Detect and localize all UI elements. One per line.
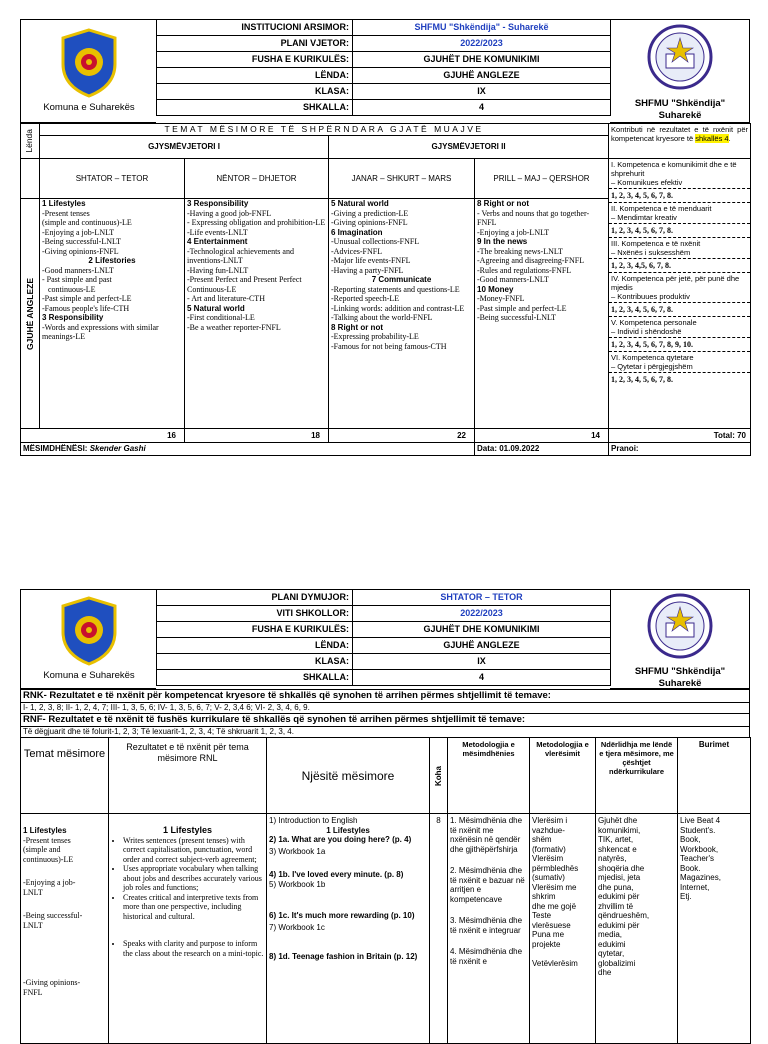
assessment-item: Teste [532,911,552,920]
theme-heading: 5 Natural world [331,199,389,208]
header-value: 2022/2023 [353,606,611,622]
competences-cell [609,159,751,429]
total-4: 14 [475,429,609,443]
competence-block [609,159,750,189]
theme-item: -Rules and regulations-FNFL [477,265,572,275]
theme-heading: 5 Natural world [187,303,245,313]
link-item: dhe puna, [598,882,634,892]
competence-block [609,203,750,224]
municipality-logo [20,19,156,123]
assessment-item: Vlerësim i vazhdue- [532,816,568,835]
municipality-crest-icon [59,596,119,666]
theme-item: -Unusual collections-FNFL [331,237,420,246]
competence-numbers: 1, 2, 3, 4, 5, 6, 7, 8. [609,224,750,238]
resources-cell [678,814,751,1044]
head-time-cell [430,738,448,814]
theme-item: - Verbs and nouns that go together-FNFL [477,208,590,227]
head-topics: Temat mësimore [21,738,109,814]
resource-item: Workbook, [680,844,719,854]
theme-heading: 8 Right or not [477,199,529,208]
rnl-title: 1 Lifestyles [162,825,213,835]
theme-item: -Having fun-LNLT [187,265,249,275]
competence-numbers: 1, 2, 3, 4, 5, 6, 7, 8. [611,375,674,384]
theme-item: -Major life events-FNFL [331,256,411,265]
unit-item: 5) Workbook 1b [269,879,326,889]
theme-item: -Reported speech-LE [331,294,400,303]
header-label: FUSHA E KURIKULËS: [157,622,353,638]
theme-item: -Past simple and perfect-LE [42,294,132,303]
units-cell [267,814,430,1044]
period-4: PRILL – MAJ – QERSHOR [475,159,609,199]
theme-item: -Having a party-FNFL [331,265,404,275]
contrib-header: Kontributi në rezultatet e të nxënit për kompetencat kryesore të shkallës 4. [609,124,751,159]
link-item: edukimi [598,939,626,949]
theme-item: -Giving opinions-FNFL [42,246,119,256]
assessment-item: (sumativ) [532,873,565,882]
header-value: GJUHËT DHE KOMUNIKIMI [353,622,611,638]
rnf-values: Të dëgjuarit dhe të folurit-1, 2, 3; Të lexuarit-1, 2, 3, 4; Të shkruarit 1, 2, 3, 4. [21,727,750,738]
topic-item: -Enjoying a job- [23,878,76,887]
empty-cell [21,159,40,199]
theme-heading: 3 Responsibility [187,199,249,208]
theme-item: -Good manners-LNLT [42,265,114,275]
theme-item: - Past simple and past [42,275,112,284]
lenda-label: Lënda [24,129,35,153]
topic-item: -Giving opinions- [23,978,81,987]
theme-heading: 4 Entertainment [187,237,248,246]
topic-item: continuous)-LE [23,854,74,864]
theme-item: -Expressing probability-LE [331,332,419,341]
header-value: GJUHË ANGLEZE [353,638,611,654]
rnl-cell [109,814,267,1044]
rnl-item: • Creates critical and interpretive texts from more than one perspective, including historical and cultural. [123,893,264,922]
unit-item: 4) 1b. I've loved every minute. (p. 8) [269,870,404,879]
links-cell [596,814,678,1044]
rnk-rnf-table [20,689,750,738]
topic-item: FNFL [23,987,43,997]
resource-item: Magazines, [680,873,721,882]
competence-title: VI. Kompetenca qytetare [611,353,694,362]
competence-numbers: 1, 2, 3, 4, 5, 6, 7, 8. [609,303,750,317]
semester-1: GJYSMËVJETORI I [40,136,329,159]
assessment-item: Puna me [532,930,565,939]
school-city-right-2: Suharekë [658,678,702,689]
link-item: edukimi për [598,892,640,901]
header-label: LËNDA: [157,638,353,654]
theme-heading: 1 Lifestyles [42,199,86,208]
theme-item: -Enjoying a job-LNLT [477,227,550,237]
method-item: 3. Mësimdhënia dhe të nxënit e integruar [450,916,523,935]
school-city-right: Suharekë [658,110,702,121]
annual-themes-table [20,123,751,456]
link-item: dhe [598,968,612,977]
header-row [157,100,611,116]
competence-title: I. Kompetenca e komunikimit dhe e të shprehurit [611,160,737,178]
school-name-right: SHFMU "Shkëndija" [634,98,726,109]
municipality-logo-2 [20,589,156,689]
header-value: GJUHËT DHE KOMUNIKIMI [353,52,611,68]
time-cell: 8 [430,814,448,1044]
theme-item: -Linking words: addition and contrast-LE [331,303,465,313]
competence-title: II. Kompetenca e të menduarit [611,204,712,213]
theme-item: -Talking about the world-FNFL [331,313,433,322]
competence-sub: – Kontribuues produktiv [611,292,690,301]
competence-block [609,352,750,373]
rnk-values: I- 1, 2, 3, 8; II- 1, 2, 4, 7; III- 1, 3, 5, 6; IV- 1, 3, 5, 6, 7; V- 2, 3,4 6; VI- 2, 3, 4, 6, 9. [21,703,750,714]
school-name-right-2: SHFMU "Shkëndija" [634,666,726,677]
school-logo [610,19,750,123]
header-label: PLANI VJETOR: [157,36,353,52]
theme-item: -Present Perfect and Present Perfect Continuous-LE [187,275,302,294]
link-item: media, [598,930,623,939]
rnk-title: RNK- Rezultatet e të nxënit për kompetencat kryesore të shkallës që synohen të arrihen përmes shtjellimit të temave: [21,690,750,703]
resource-item: Book. [680,863,701,873]
approved: Pranoi: [609,443,751,456]
link-item: zhvillim të [598,901,634,911]
topics-cell [21,814,109,1044]
header-row [157,606,611,622]
semester-2: GJYSMËVJETORI II [329,136,609,159]
header-label: LËNDA: [157,68,353,84]
header-label: INSTITUCIONI ARSIMOR: [157,20,353,36]
themes-title: TEMAT MËSIMORE TË SHPËRNDARA GJATË MUAJVE [40,124,609,136]
competence-title: IV. Kompetenca për jetë, për punë dhe mjedis [611,274,740,292]
header-label: FUSHA E KURIKULËS: [157,52,353,68]
competence-sub: – Individ i shëndoshë [611,327,682,336]
topic-heading: 1 Lifestyles [23,826,67,835]
unit-item: 6) 1c. It's much more rewarding (p. 10) [269,911,415,920]
link-item: mjedisi, jeta [598,873,641,882]
topic-item: LNLT [23,887,43,897]
theme-item: -Good manners-LNLT [477,275,549,284]
unit-item: 1 Lifestyles [326,825,370,835]
assessment-item: vlerësuese [532,920,571,930]
competence-title: V. Kompetenca personale [611,318,697,327]
theme-item: -Enjoying a job-LNLT [42,227,115,237]
subject-vertical-cell [21,199,40,429]
theme-heading: 10 Money [477,284,514,294]
contrib-header-text: Kontributi në rezultatet e të nxënit për kompetencat kryesore të [611,125,749,143]
header-row [157,670,611,686]
header-row [157,654,611,670]
head-rnl: Rezultatet e të nxënit për tema mësimore RNL [109,738,267,814]
assessment-item: dhe me gojë [532,901,577,911]
resource-item: Teacher's [680,854,714,863]
rnl-item: • Uses appropriate vocabulary when talking about jobs and describes accurately various job roles and functions; [123,864,264,893]
theme-heading: 9 In the news [477,237,528,246]
assessment-item: (formativ) [532,844,566,854]
topic-item: -Being successful- [23,911,83,920]
theme-heading: 3 Responsibility [42,313,104,322]
method-item: 4. Mësimdhënia dhe të nxënit e [450,947,523,966]
link-item: globalizimi [598,958,636,968]
bimonthly-table [20,737,751,1044]
theme-item: -Words and expressions with similar meanings-LE [42,322,159,341]
period-3: JANAR – SHKURT – MARS [329,159,475,199]
head-time: Koha [433,765,443,786]
assessment-item: shëm [532,835,552,844]
school-emblem-icon [647,24,713,90]
theme-item: -Life events-LNLT [187,227,248,237]
header-label: PLANI DYMUJOR: [157,590,353,606]
link-item: qëndrueshëm, [598,911,650,920]
header-value: GJUHË ANGLEZE [353,68,611,84]
header-row [157,590,611,606]
theme-item: -Reporting statements and questions-LE [331,284,460,294]
bimonthly-header-table [156,589,611,686]
unit-item: 2) 1a. What are you doing here? (p. 4) [269,835,412,844]
resource-item: Student's. [680,825,716,835]
header-row [157,68,611,84]
theme-item: -Having a good job-FNFL [187,208,272,218]
header-value: IX [353,84,611,100]
competence-block [609,317,750,338]
theme-item: - Expressing obligation and prohibition-LE [187,218,326,227]
competence-numbers: 1, 2, 3, 4, 5, 6, 7, 8, 9, 10. [609,338,750,352]
link-item: natyrës, [598,854,627,863]
theme-item: -Giving a prediction-LE [331,208,409,218]
municipality-crest-icon [59,28,119,98]
theme-item: (simple and continuous)-LE [42,218,132,227]
rnf-title: RNF- Rezultatet e të nxënit të fushës kurrikulare të shkallës që synohen të arrihen përmes shtjellimit të temave: [21,714,750,727]
head-units: Njësitë mësimore [267,738,430,814]
header-row [157,52,611,68]
teacher-label: MËSIMDHËNËSI: [23,444,88,453]
header-value: IX [353,654,611,670]
competence-numbers: 1, 2, 3, 4, 5, 6, 7, 8. [609,189,750,203]
link-item: qytetar, [598,949,625,958]
assessment-item [532,949,593,959]
competence-block [609,273,750,303]
municipality-name: Komuna e Suharekës [43,102,135,113]
header-label: SHKALLA: [157,100,353,116]
competence-sub: – Qytetar i përgjegjshëm [611,362,693,371]
resource-item: Book, [680,835,701,844]
total-3: 22 [329,429,475,443]
resource-item: Internet, [680,882,710,892]
competence-title: III. Kompetenca e të nxënit [611,239,701,248]
competence-numbers: 1, 2, 3, 4,5, 6, 7, 8. [609,259,750,273]
theme-item: -First conditional-LE [187,313,255,322]
header-label: SHKALLA: [157,670,353,686]
topic-item: LNLT [23,920,43,930]
header-label: VITI SHKOLLOR: [157,606,353,622]
header-value: 4 [353,670,611,686]
assessment-item: Vlerësim me [532,882,577,892]
header-row [157,622,611,638]
period-2: NËNTOR – DHJETOR [185,159,329,199]
theme-heading: 7 Communicate [371,275,432,284]
col-1 [40,199,185,429]
lenda-cell [21,124,40,159]
col-3 [329,199,475,429]
header-row [157,36,611,52]
theme-item: -Being successful-LNLT [477,313,557,322]
theme-item: -Agreeing and disagreeing-FNFL [477,256,585,265]
plan-bimonthly-page [20,589,750,1024]
teacher-name: Skender Gashi [89,444,146,453]
school-logo-2 [610,589,750,689]
theme-heading: 6 Imagination [331,227,383,237]
assessment-item: shkrim [532,892,556,901]
rnl-item: • Writes sentences (present tenses) with correct capitalisation, punctuation, word order and correct subject-verb agreement; [123,836,264,865]
header-value: 2022/2023 [353,36,611,52]
total-all: Total: 70 [609,429,751,443]
head-resources: Burimet [678,738,751,814]
theme-item: -The breaking news-LNLT [477,246,563,256]
link-item: Gjuhët dhe [598,816,638,825]
competence-sub: – Komunikues efektiv [611,178,683,187]
subject-vertical: GJUHË ANGLEZE [25,277,35,350]
link-item: shoqëria dhe [598,863,645,873]
topic-item: -Present tenses [23,835,71,845]
assessment-item: Vlerësim [532,854,564,863]
col-4 [475,199,609,429]
rnl-item: • Speaks with clarity and purpose to inform the class about the research on a mini-topic. [123,939,264,958]
theme-item: continuous-LE [48,284,96,294]
competence-sub: – Mendimtar kreativ [611,213,677,222]
period-1: SHTATOR – TETOR [40,159,185,199]
resource-item: Live Beat 4 [680,816,721,825]
theme-item: -Past simple and perfect-LE [477,303,567,313]
method-item: 1. Mësimdhënia dhe të nxënit me nxënësin në qendër dhe gjithëpërfshirja [450,816,523,854]
resource-item: Etj. [680,892,692,901]
school-emblem-icon [647,593,713,659]
theme-item: -Being successful-LNLT [42,237,122,246]
assessment-item: përmbledhës [532,863,579,873]
theme-item: - Art and literature-CTH [187,294,265,303]
header-label: KLASA: [157,84,353,100]
header-value: SHTATOR – TETOR [353,590,611,606]
assessment-item: projekte [532,939,561,949]
theme-item: -Be a weather reporter-FNFL [187,322,281,332]
contrib-header-highlight: shkallës 4 [695,134,729,143]
head-teaching: Metodologjia e mësimdhënies [448,738,530,814]
link-item: komunikimi, [598,825,641,835]
assessment-item: Vetëvlerësim [532,958,578,968]
theme-item: -Famous for not being famous-CTH [331,341,447,351]
header-value: SHFMU "Shkëndija" - Suharekë [353,20,611,36]
col-2 [185,199,329,429]
theme-item: -Famous people's life-CTH [42,303,130,313]
annual-header-table [156,19,611,116]
theme-item: -Present tenses [42,208,90,218]
competence-block [609,238,750,259]
plan-annual-page [20,19,750,470]
theme-item: -Giving opinions-FNFL [331,218,408,227]
date: Data: 01.09.2022 [475,443,609,456]
unit-item: 3) Workbook 1a [269,846,326,856]
header-row [157,638,611,654]
total-2: 18 [185,429,329,443]
method-item: 2. Mësimdhënia dhe të nxënit e bazuar në arritjen e kompetencave [450,866,525,904]
header-row [157,84,611,100]
header-value: 4 [353,100,611,116]
municipality-name-2: Komuna e Suharekës [43,670,135,681]
link-item: TIK, artet, [598,835,634,844]
total-1: 16 [21,429,185,443]
competence-sub: – Nxënës i suksesshëm [611,248,691,257]
head-links: Ndërlidhja me lëndë e tjera mësimore, me çështjet ndërkurrikulare [596,738,678,814]
theme-heading: 8 Right or not [331,322,383,332]
topic-item: (simple and [23,845,61,854]
head-assessment: Metodologjia e vlerësimit [530,738,596,814]
unit-item: 8) 1d. Teenage fashion in Britain (p. 12) [269,952,418,961]
assessment-cell [530,814,596,1044]
theme-item: -Advices-FNFL [331,246,383,256]
link-item: shkencat e [598,844,637,854]
theme-item: -Technological achievements and inventions-LNLT [187,246,294,265]
link-item: edukimi për [598,920,640,930]
header-label: KLASA: [157,654,353,670]
header-row [157,20,611,36]
theme-heading: 2 Lifestories [88,256,136,265]
methods-cell [448,814,530,1044]
teacher-cell [21,443,475,456]
unit-item: 7) Workbook 1c [269,922,325,932]
theme-item: -Money-FNFL [477,294,525,303]
unit-item: 1) Introduction to English [269,816,358,825]
